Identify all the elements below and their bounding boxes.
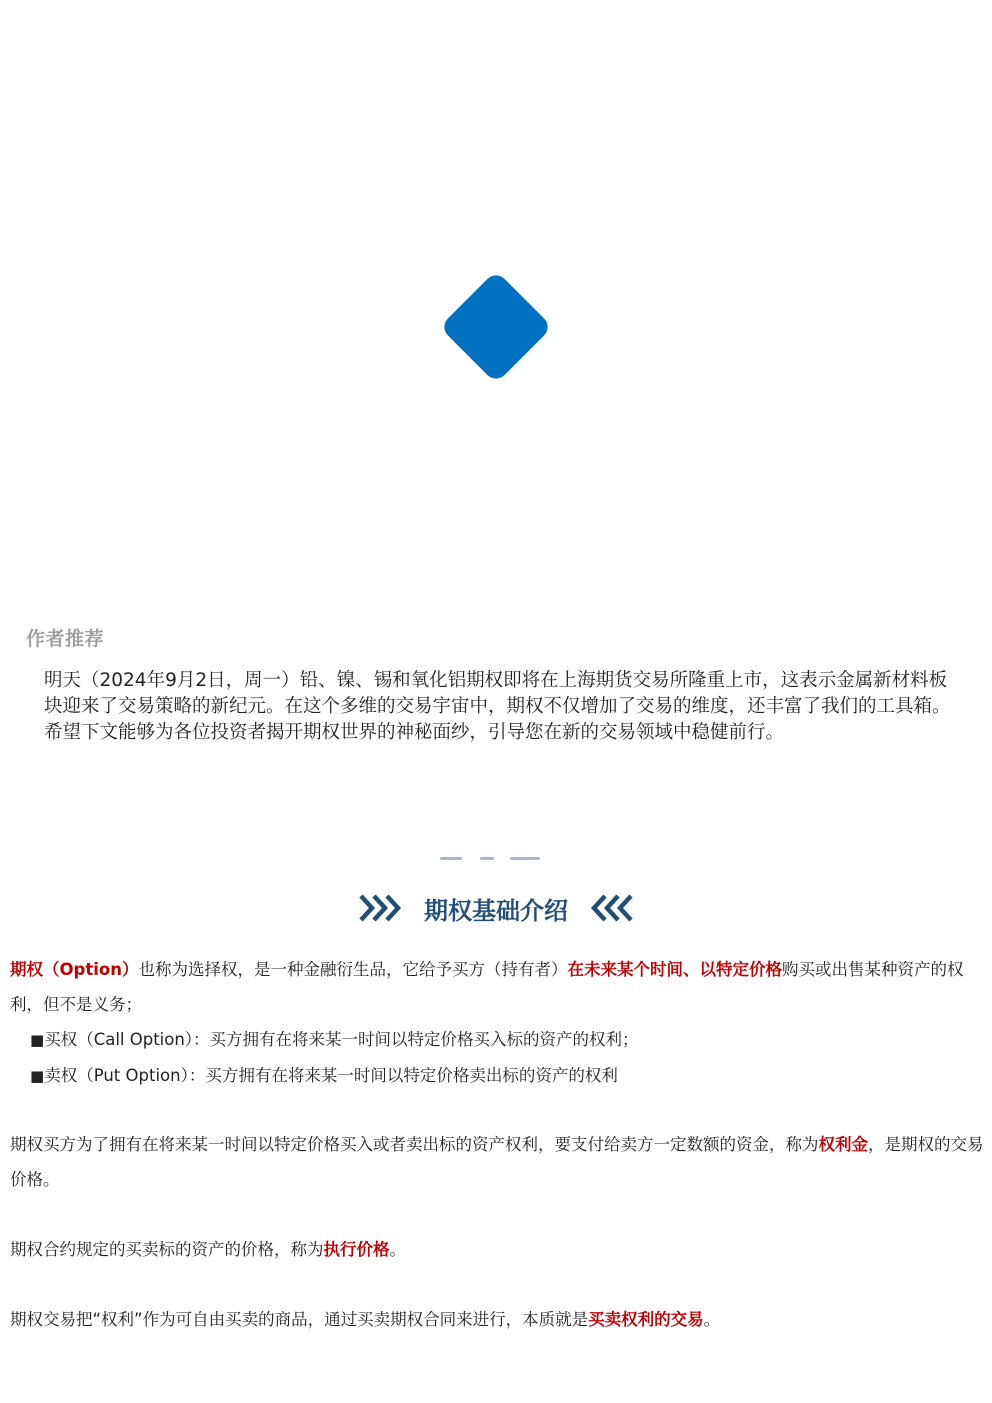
strike-paragraph [10,1232,985,1267]
definition-paragraph [10,952,985,1022]
square-bullet-icon: ■ [30,1067,45,1085]
essence-text-a: 期权交易把“权利”作为可自由买卖的商品，通过买卖期权合同来进行，本质就是 [10,1310,589,1329]
list-item-call [10,1022,985,1058]
option-definition [10,952,985,1094]
intro-paragraph [44,668,956,746]
triple-chevron-left-icon [590,892,634,924]
definition-highlight: 在未来某个时间、以特定价格 [567,960,782,979]
strike-text-b: 。 [389,1240,406,1259]
premium-text-b: ，是期权的交易价格。 [10,1135,984,1189]
strike-highlight: 执行价格 [323,1240,390,1259]
call-option-text: 买权（Call Option）：买方拥有在将来某一时间以特定价格买入标的资产的权利； [44,1030,639,1049]
definition-text-b: 购买或出售某种资产的权利，但不是义务； [10,960,964,1014]
essence-text-b: 。 [703,1310,721,1329]
intro-text: 明天（2024年9月2日，周一）铅、镍、锡和氧化铝期权即将在上海期货交易所隆重上市，这表示金属新材料板块迎来了交易策略的新纪元。在这个多维的交易宇宙中，期权不仅增加了交易的维度，还丰富了我们的工具箱。希望下文能够为各位投资者揭开期权世界的神秘面纱，引导您在新的交易领域中稳健前行。 [44,670,951,743]
premium-highlight: 权利金 [818,1135,868,1154]
premium-paragraph [10,1127,985,1197]
term-option: 期权（Option） [10,960,139,979]
triple-chevron-right-icon [358,892,402,924]
definition-text-a: 也称为选择权，是一种金融衍生品，它给予买方（持有者） [138,960,568,979]
essence-highlight: 买卖权利的交易 [588,1310,704,1329]
essence-text [10,1302,985,1337]
section-title: 期权基础介绍 [424,896,568,925]
strike-text [10,1232,985,1267]
list-item-put [10,1058,985,1094]
section-header [0,885,992,931]
premium-text [10,1127,985,1197]
strike-text-a: 期权合约规定的买卖标的资产的价格，称为 [10,1240,324,1259]
put-option-text: 卖权（Put Option）：买方拥有在将来某一时间以特定价格卖出标的资产的权利 [44,1066,618,1085]
blue-diamond-icon [425,256,567,398]
decorative-divider [440,857,548,863]
premium-text-a: 期权买方为了拥有在将来某一时间以特定价格买入或者卖出标的资产权利，要支付给卖方一定数额的资金，称为 [10,1135,819,1154]
recommend-heading: 作者推荐 [26,628,105,650]
essence-paragraph [10,1302,985,1337]
square-bullet-icon: ■ [30,1031,45,1049]
